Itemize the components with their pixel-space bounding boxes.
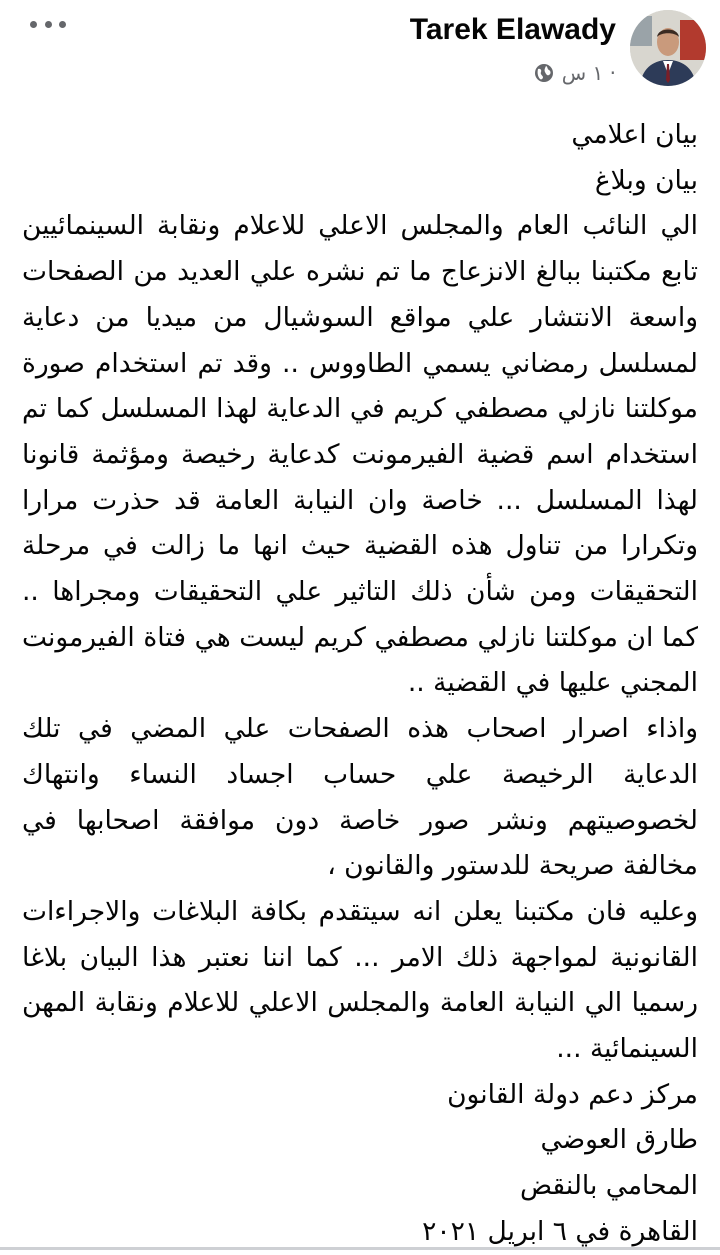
post-line: المحامي بالنقض: [519, 1170, 698, 1202]
post-line: لخصوصيتهم ونشر صور خاصة دون موافقة اصحابها في: [22, 804, 698, 836]
post-line: الي النائب العام والمجلس الاعلي للاعلام ونقابة السينمائيين: [22, 210, 698, 242]
post-line: استخدام اسم قضية الفيرمونت كدعاية رخيصة ومؤثمة قانونا: [22, 438, 698, 470]
post-line: الدعاية الرخيصة علي حساب اجساد النساء وانتهاك: [22, 758, 698, 790]
post-line: القاهرة في ٦ ابريل ٢٠٢١: [422, 1215, 698, 1247]
post-line: لهذا المسلسل ... خاصة وان النيابة العامة قد حذرت مرارا: [22, 484, 698, 516]
post-line: بيان اعلامي: [571, 119, 698, 150]
more-options-icon[interactable]: [30, 12, 66, 36]
avatar[interactable]: [630, 10, 706, 86]
post-line: القانونية لمواجهة ذلك الامر ... كما اننا نعتبر هذا البيان بلاغا: [22, 941, 698, 973]
post-line: واسعة الانتشار علي مواقع السوشيال من ميديا من دعاية: [22, 301, 698, 333]
post-line: رسميا الي النيابة العامة والمجلس الاعلي للاعلام ونقابة المهن: [22, 987, 698, 1019]
post-line: واذاء اصرار اصحاب هذه الصفحات علي المضي في تلك: [22, 713, 698, 745]
post-header: [0, 0, 720, 100]
globe-icon[interactable]: [534, 63, 554, 83]
post-body: [22, 112, 698, 1255]
post-timestamp[interactable]: ١ س ·: [561, 61, 616, 85]
post-line: طارق العوضي: [540, 1124, 698, 1156]
post-line: السينمائية ...: [556, 1033, 698, 1065]
post-line: مركز دعم دولة القانون: [447, 1078, 698, 1110]
post-line: موكلتنا نازلي مصطفي كريم في الدعاية لهذا المسلسل كما تم: [22, 393, 698, 425]
post-line: كما ان موكلتنا نازلي مصطفي كريم ليست هي فتاة الفيرمونت: [22, 621, 698, 653]
post-line: وتكرارا من تناول هذه القضية حيث انها ما زالت في مرحلة: [22, 530, 698, 562]
post-line: بيان وبلاغ: [594, 164, 698, 196]
post-line: المجني عليها في القضية ..: [407, 667, 698, 699]
avatar-image: [630, 10, 706, 86]
post-meta: [534, 58, 616, 88]
post-line: لمسلسل رمضاني يسمي الطاووس .. وقد تم استخدام صورة: [22, 347, 698, 379]
post-line: تابع مكتبنا ببالغ الانزعاج ما تم نشره علي العديد من الصفحات: [22, 256, 698, 288]
post-line: التحقيقات ومن شأن ذلك التاثير علي التحقيقات ومجراها ..: [22, 576, 698, 608]
divider: [0, 1247, 720, 1250]
post-line: مخالفة صريحة للدستور والقانون ،: [327, 850, 698, 882]
post-line: وعليه فان مكتبنا يعلن انه سيتقدم بكافة البلاغات والاجراءات: [22, 895, 698, 927]
author-name[interactable]: Tarek Elawady: [409, 13, 616, 46]
